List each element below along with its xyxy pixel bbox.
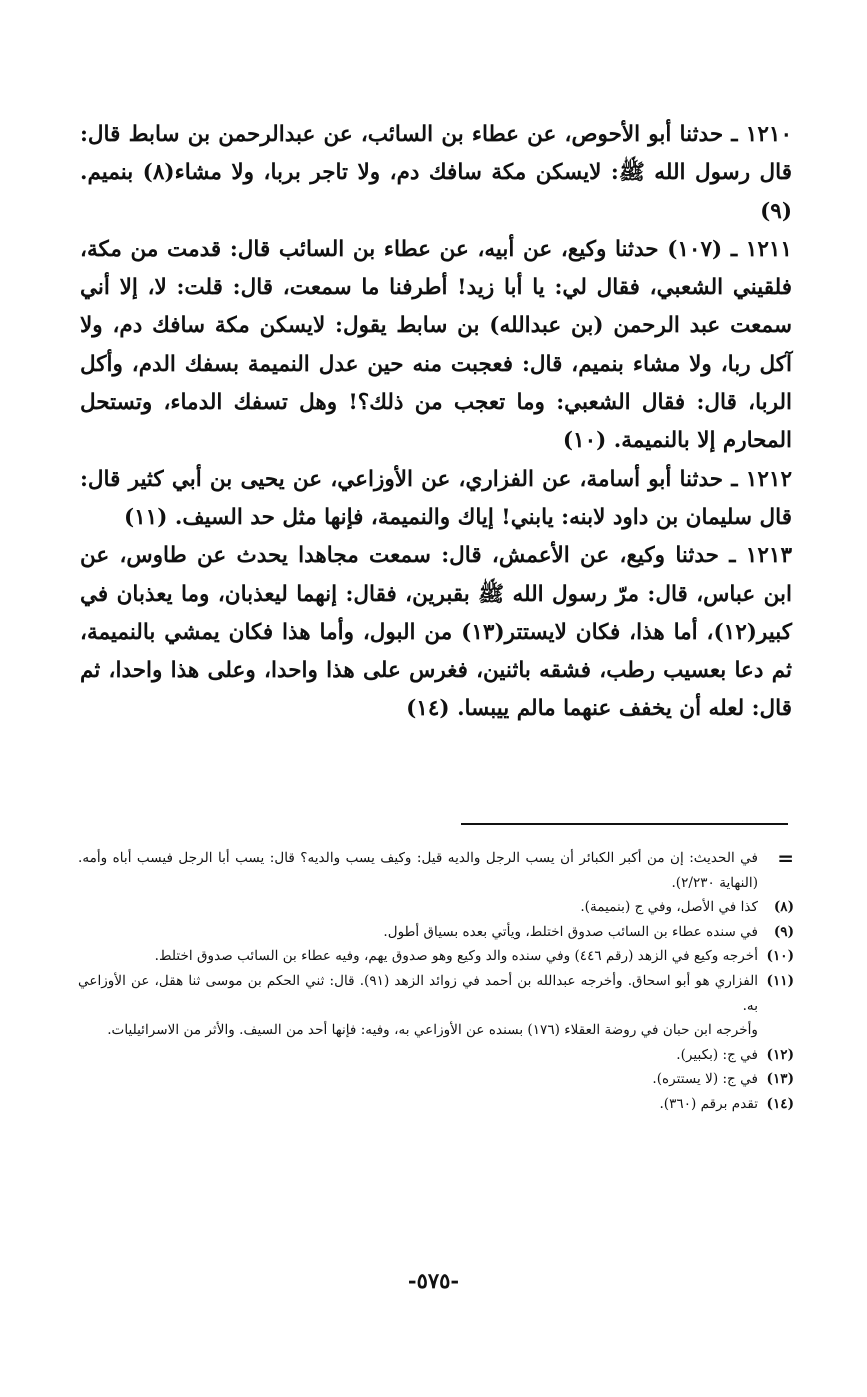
footnote-text: في ج: (لا يستتره). — [652, 1071, 758, 1088]
footnote-13 — [78, 1067, 794, 1092]
footnote-9 — [78, 920, 794, 945]
footnote-text: في ج: (بكبير). — [676, 1046, 758, 1063]
hadith-1210: ١٢١٠ ـ حدثنا أبو الأحوص، عن عطاء بن السائب، عن عبدالرحمن بن سابط قال: قال رسول الله ﷺ: لايسكن مكة سافك دم، ولا تاجر بربا، ولا مشاء(٨) بنميم. (٩) — [80, 122, 793, 224]
hadith-1211: ١٢١١ ـ (١٠٧) حدثنا وكيع، عن أبيه، عن عطاء بن السائب قال: قدمت من مكة، فلقيني الشعبي، فقال لي: يا أبا زيد! أطرفنا ما سمعت، قال: قلت: لا، إلا أني سمعت عبد الرحمن (بن عبدالله) بن سابط يقول: لايسكن مكة سافك دم، ولا آكل ربا، ولا مشاء بنميم، قال: فعجبت منه حين عدل النميمة بسفك الدم، وأكل الربا، قال: فقال الشعبي: وما تعجب من ذلك؟! وهل تسفك الدماء، وتستحل المحارم إلا بالنميمة. (١٠) — [80, 236, 792, 454]
hadith-1212: ١٢١٢ ـ حدثنا أبو أسامة، عن الفزاري، عن الأوزاعي، عن يحيى بن أبي كثير قال: قال سليمان بن داود لابنه: يابني! إياك والنميمة، فإنها مثل حد السيف. (١١) — [80, 466, 792, 530]
footnotes — [78, 846, 794, 1117]
footnote-14 — [78, 1092, 794, 1117]
footnote-11 — [78, 969, 794, 1018]
footnote-text: في سنده عطاء بن السائب صدوق اختلط، ويأتي بعده بسياق أطول. — [383, 923, 758, 940]
footnote-mark: (٩) — [773, 923, 794, 940]
footnote-mark: (١٣) — [766, 1071, 794, 1088]
footnote-mark: = — [777, 846, 794, 870]
footnote-text: تقدم برقم (٣٦٠). — [659, 1095, 758, 1112]
footnote-text: أخرجه وكيع في الزهد (رقم ٤٤٦) وفي سنده والد وكيع وهو صدوق يهم، وفيه عطاء بن السائب صدوق اختلط. — [154, 948, 758, 965]
footnote-12 — [78, 1043, 794, 1068]
footnote-mark: (١٠) — [766, 948, 794, 965]
footnote-continued — [78, 846, 794, 895]
footnote-mark: (١٤) — [766, 1095, 794, 1112]
main-text — [80, 116, 792, 729]
footnote-mark: (١١) — [766, 972, 794, 989]
footnote-11-continuation: وأخرجه ابن حبان في روضة العقلاء (١٧٦) بسنده عن الأوزاعي به، وفيه: فإنها أحد من السيف. والأثر من الاسرائيليات. — [107, 1022, 758, 1039]
footnote-text: في الحديث: إن من أكبر الكبائر أن يسب الرجل والديه قيل: وكيف يسب والديه؟ قال: يسب أبا الرجل فيسب أباه وأمه. (النهاية ٢/٢٣٠). — [78, 850, 758, 891]
page-number: -٥٧٥- — [407, 1268, 460, 1293]
footnote-10 — [78, 944, 794, 969]
footnote-separator — [461, 823, 788, 825]
footnote-text: كذا في الأصل، وفي ج (بنميمة). — [580, 899, 758, 916]
footnote-mark: (١٢) — [766, 1046, 794, 1063]
footnote-mark: (٨) — [773, 899, 794, 916]
hadith-1213: ١٢١٣ ـ حدثنا وكيع، عن الأعمش، قال: سمعت مجاهدا يحدث عن طاوس، عن ابن عباس، قال: مرّ رسول الله ﷺ بقبرين، فقال: إنهما ليعذبان، وما يعذبان في كبير(١٢)، أما هذا، فكان لايستتر(١٣) من البول، وأما هذا فكان يمشي بالنميمة، ثم دعا بعسيب رطب، فشقه باثنين، فغرس على هذا واحدا، وعلى هذا واحدا، ثم قال: لعله أن يخفف عنهما مالم ييبسا. (١٤) — [80, 543, 792, 722]
footnote-8 — [78, 895, 794, 920]
footnote-text: الفزاري هو أبو اسحاق. وأخرجه عبدالله بن أحمد في زوائد الزهد (٩١). قال: ثني الحكم بن موسى ثنا هقل، عن الأوزاعي به. — [78, 972, 758, 1014]
